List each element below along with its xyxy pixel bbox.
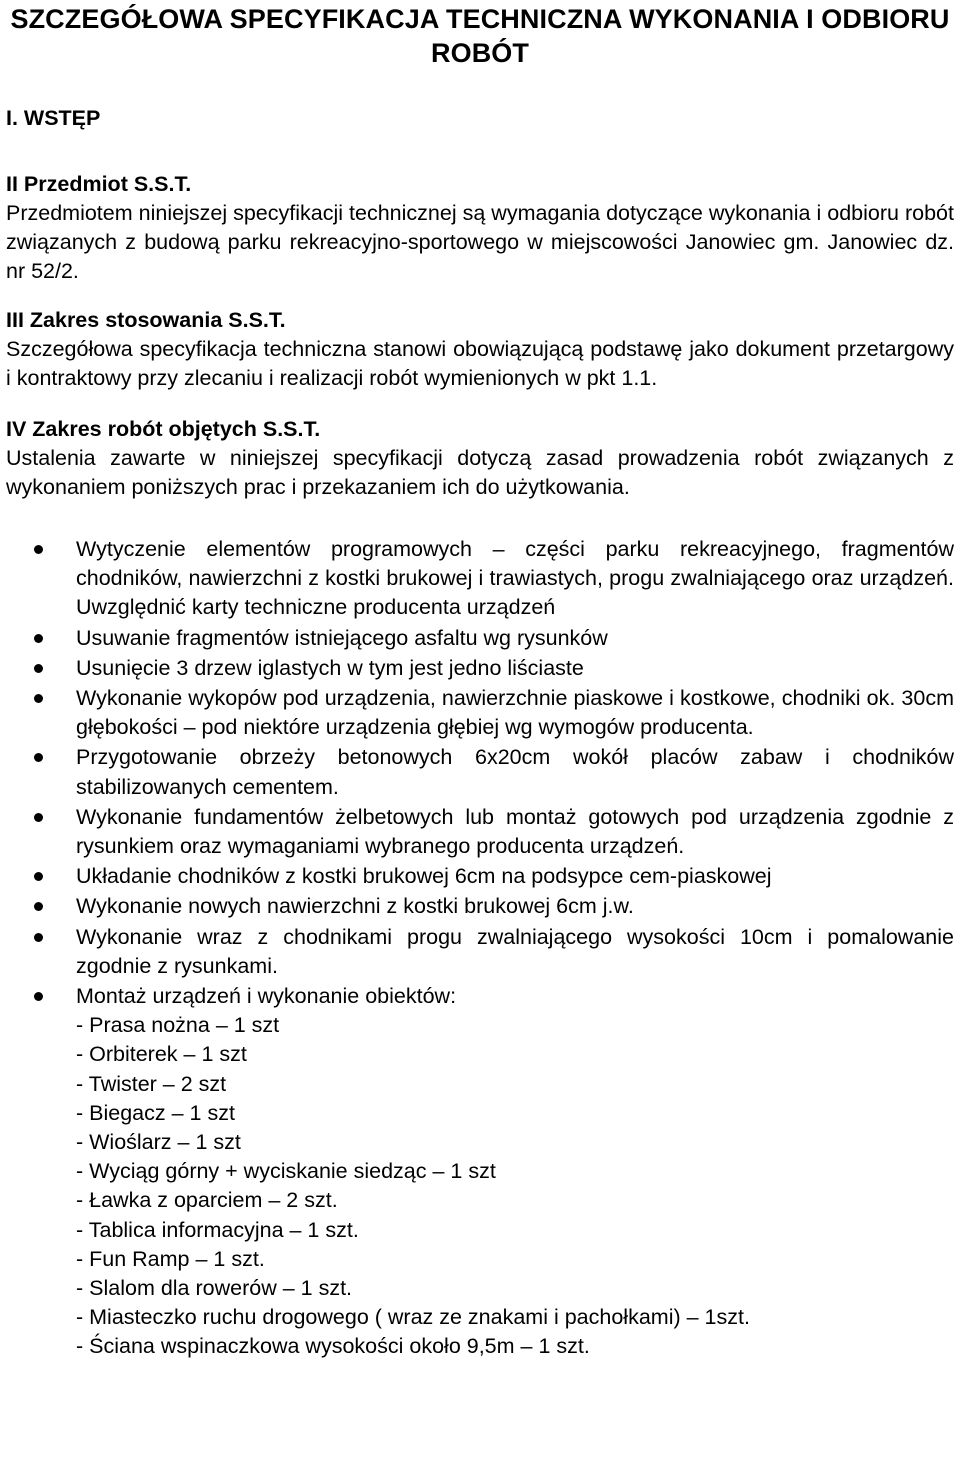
equipment-item: - Fun Ramp – 1 szt. bbox=[76, 1246, 265, 1271]
section-body-scope-of-works: Ustalenia zawarte w niniejszej specyfikacji dotyczą zasad prowadzenia robót związanych z wykonaniem poniższych prac i przekazaniem ich do użytkowania. bbox=[6, 446, 954, 499]
bullet-icon bbox=[34, 872, 43, 881]
bullet-icon bbox=[34, 634, 43, 643]
list-item: Wytyczenie elementów programowych – części parku rekreacyjnego, fragmentów chodników, nawierzchni z kostki brukowej i trawiastych, progu zwalniającego oraz urządzeń. Uwzględnić karty techniczne producenta urządzeń bbox=[6, 535, 954, 623]
equipment-item: - Tablica informacyjna – 1 szt. bbox=[76, 1217, 359, 1242]
list-item: Wykonanie wraz z chodnikami progu zwalniającego wysokości 10cm i pomalowanie zgodnie z rysunkami. bbox=[6, 923, 954, 981]
document-title: SZCZEGÓŁOWA SPECYFIKACJA TECHNICZNA WYKONANIA I ODBIORU ROBÓT bbox=[10, 4, 950, 68]
equipment-item: - Twister – 2 szt bbox=[76, 1071, 227, 1096]
section-heading-subject: II Przedmiot S.S.T. bbox=[6, 172, 192, 196]
equipment-item: - Ściana wspinaczkowa wysokości około 9,5m – 1 szt. bbox=[76, 1334, 590, 1359]
list-item: Wykonanie wykopów pod urządzenia, nawierzchnie piaskowe i kostkowe, chodniki ok. 30cm głębokości – pod niektóre urządzenia głębiej wg wymogów producenta. bbox=[6, 684, 954, 742]
works-bullet-list bbox=[6, 535, 954, 1362]
equipment-item: - Wioślarz – 1 szt bbox=[76, 1130, 241, 1155]
bullet-icon bbox=[34, 545, 43, 554]
list-item: Wykonanie fundamentów żelbetowych lub montaż gotowych pod urządzenia zgodnie z rysunkiem oraz wymaganiami wybranego producenta urządzeń. bbox=[6, 803, 954, 861]
list-item: Przygotowanie obrzeży betonowych 6x20cm wokół placów zabaw i chodników stabilizowanych cementem. bbox=[6, 743, 954, 801]
list-item: Układanie chodników z kostki brukowej 6cm na podsypce cem-piaskowej bbox=[6, 862, 954, 891]
list-item-equipment bbox=[6, 982, 954, 1362]
section-heading-scope-of-works: IV Zakres robót objętych S.S.T. bbox=[6, 417, 321, 441]
list-item: Wykonanie nowych nawierzchni z kostki brukowej 6cm j.w. bbox=[6, 892, 954, 921]
section-body-subject: Przedmiotem niniejszej specyfikacji technicznej są wymagania dotyczące wykonania i odbioru robót związanych z budową parku rekreacyjno-sportowego w miejscowości Janowiec gm. Janowiec dz. nr 52/2. bbox=[6, 201, 954, 283]
equipment-item: - Miasteczko ruchu drogowego ( wraz ze znakami i pachołkami) – 1szt. bbox=[76, 1305, 750, 1330]
list-item: Usuwanie fragmentów istniejącego asfaltu wg rysunków bbox=[6, 624, 954, 653]
bullet-icon bbox=[34, 902, 43, 911]
equipment-item: - Orbiterek – 1 szt bbox=[76, 1042, 247, 1067]
list-item: Usunięcie 3 drzew iglastych w tym jest jedno liściaste bbox=[6, 654, 954, 683]
equipment-lead: Montaż urządzeń i wykonanie obiektów: bbox=[76, 984, 457, 1009]
bullet-icon bbox=[34, 694, 43, 703]
section-heading-scope-of-application: III Zakres stosowania S.S.T. bbox=[6, 308, 286, 332]
equipment-item: - Wyciąg górny + wyciskanie siedząc – 1 szt bbox=[76, 1159, 496, 1184]
bullet-icon bbox=[34, 813, 43, 822]
equipment-item: - Ławka z oparciem – 2 szt. bbox=[76, 1188, 338, 1213]
bullet-icon bbox=[34, 664, 43, 673]
bullet-icon bbox=[34, 753, 43, 762]
equipment-item: - Prasa nożna – 1 szt bbox=[76, 1013, 280, 1038]
section-heading-intro: I. WSTĘP bbox=[6, 106, 101, 130]
bullet-icon bbox=[34, 992, 43, 1001]
section-body-scope-of-application: Szczegółowa specyfikacja techniczna stanowi obowiązującą podstawę jako dokument przetargowy i kontraktowy przy zlecaniu i realizacji robót wymienionych w pkt 1.1. bbox=[6, 337, 954, 390]
bullet-icon bbox=[34, 933, 43, 942]
equipment-item: - Biegacz – 1 szt bbox=[76, 1100, 235, 1125]
equipment-item: - Slalom dla rowerów – 1 szt. bbox=[76, 1276, 353, 1301]
